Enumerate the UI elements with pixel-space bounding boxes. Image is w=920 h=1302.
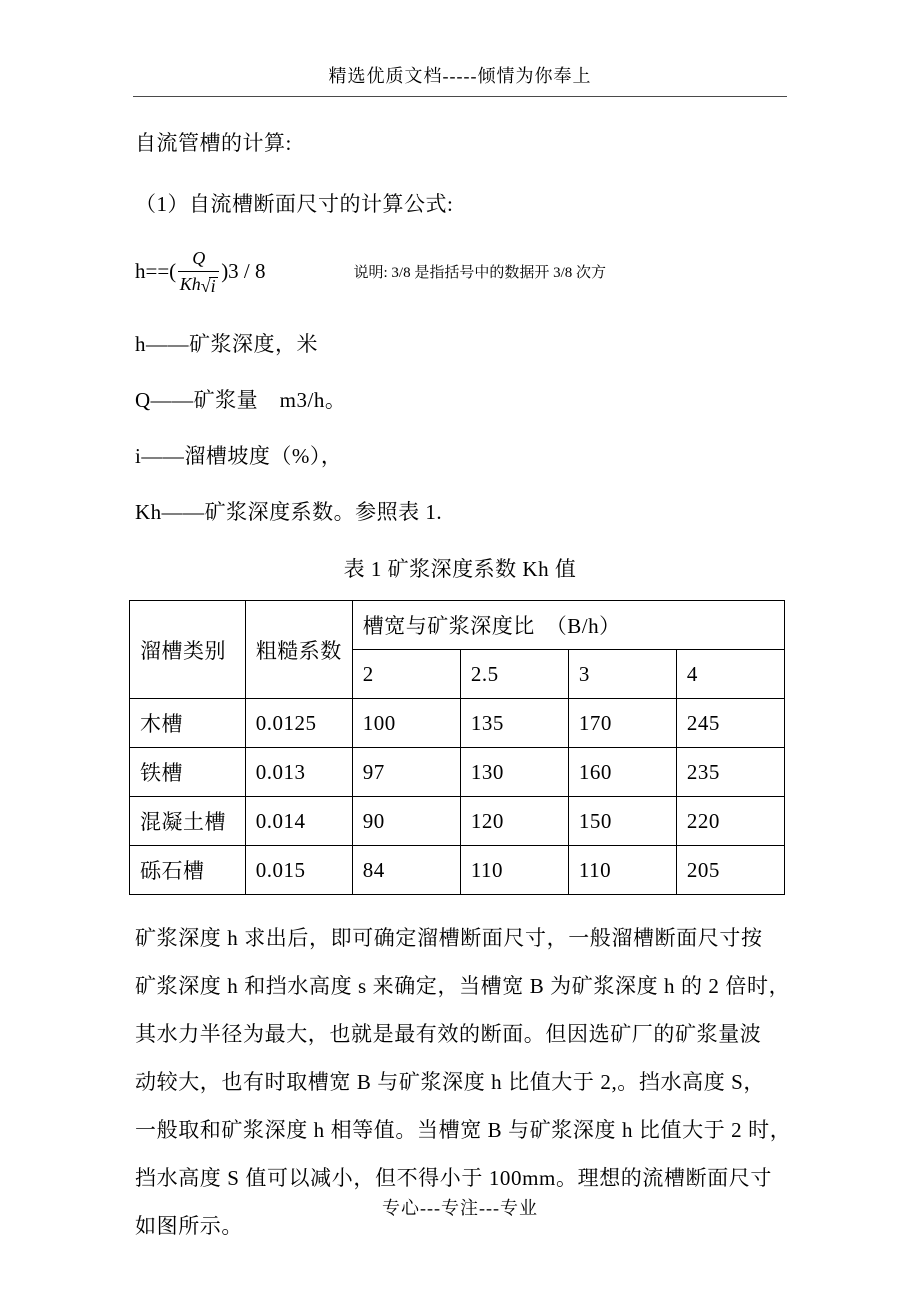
header-divider bbox=[133, 96, 787, 97]
table-cell: 205 bbox=[676, 846, 784, 895]
table-cell: 110 bbox=[568, 846, 676, 895]
formula-rhs: )3 / 8 bbox=[221, 258, 266, 283]
table-cell: 0.013 bbox=[245, 748, 352, 797]
paragraph-line: 一般取和矿浆深度 h 相等值。当槽宽 B 与矿浆深度 h 比值大于 2 时， bbox=[135, 1118, 792, 1142]
definition-q: Q——矿浆量 m3/h。 bbox=[135, 388, 347, 412]
fraction-denominator bbox=[180, 272, 218, 295]
radical-argument: i bbox=[210, 275, 216, 296]
formula-lhs: h==( bbox=[135, 258, 177, 283]
definition-kh: Kh——矿浆深度系数。参照表 1. bbox=[135, 500, 443, 524]
table-header-cell-ratio: 4 bbox=[676, 650, 784, 699]
table-row bbox=[130, 699, 785, 748]
fraction-numerator: Q bbox=[178, 248, 219, 272]
table-cell: 0.0125 bbox=[245, 699, 352, 748]
definition-h: h——矿浆深度，米 bbox=[135, 332, 318, 356]
paragraph-line: 矿浆深度 h 求出后，即可确定溜槽断面尺寸，一般溜槽断面尺寸按 bbox=[135, 926, 763, 950]
table-header-cell-span: 槽宽与矿浆深度比 （B/h） bbox=[352, 601, 784, 650]
paragraph-line: 动较大，也有时取槽宽 B 与矿浆深度 h 比值大于 2,。挡水高度 S， bbox=[135, 1070, 766, 1094]
formula bbox=[135, 248, 266, 295]
section-title: 自流管槽的计算: bbox=[135, 131, 292, 155]
definition-i: i——溜槽坡度（%）， bbox=[135, 444, 343, 468]
table-cell: 120 bbox=[460, 797, 568, 846]
table-cell: 混凝土槽 bbox=[130, 797, 246, 846]
paragraph-line: 其水力半径为最大，也就是最有效的断面。但因选矿厂的矿浆量波 bbox=[135, 1022, 762, 1046]
formula-note: 说明: 3/8 是指括号中的数据开 3/8 次方 bbox=[353, 264, 607, 281]
table-header-row bbox=[130, 601, 785, 650]
table-cell: 235 bbox=[676, 748, 784, 797]
table-cell: 0.015 bbox=[245, 846, 352, 895]
table-header-cell-ratio: 2.5 bbox=[460, 650, 568, 699]
table-header-cell-type: 溜槽类别 bbox=[130, 601, 246, 699]
page-footer bbox=[0, 1194, 920, 1220]
table-cell: 木槽 bbox=[130, 699, 246, 748]
denominator-coefficient: Kh bbox=[179, 273, 201, 294]
radical-icon: √ bbox=[200, 275, 211, 296]
table-header-cell-coef: 粗糙系数 bbox=[245, 601, 352, 699]
table-cell: 130 bbox=[460, 748, 568, 797]
table-cell: 110 bbox=[460, 846, 568, 895]
table-header-cell-ratio: 2 bbox=[352, 650, 460, 699]
table-row bbox=[130, 748, 785, 797]
header-text: 精选优质文档-----倾情为你奉上 bbox=[328, 66, 592, 86]
paragraph-line: 矿浆深度 h 和挡水高度 s 来确定，当槽宽 B 为矿浆深度 h 的 2 倍时， bbox=[135, 974, 791, 998]
table-cell: 铁槽 bbox=[130, 748, 246, 797]
table-cell: 84 bbox=[352, 846, 460, 895]
table-cell: 170 bbox=[568, 699, 676, 748]
table-cell: 90 bbox=[352, 797, 460, 846]
table-cell: 150 bbox=[568, 797, 676, 846]
table-header-cell-ratio: 3 bbox=[568, 650, 676, 699]
kh-coefficient-table bbox=[129, 600, 785, 895]
table-row bbox=[130, 797, 785, 846]
page-header bbox=[0, 0, 920, 88]
table-cell: 245 bbox=[676, 699, 784, 748]
formula-row bbox=[135, 240, 785, 302]
paragraph-line: 挡水高度 S 值可以减小，但不得小于 100mm。理想的流槽断面尺寸 bbox=[135, 1166, 772, 1190]
document-body bbox=[0, 127, 920, 1250]
table-cell: 0.014 bbox=[245, 797, 352, 846]
footer-text: 专心---专注---专业 bbox=[382, 1198, 538, 1218]
formula-caption: （1）自流槽断面尺寸的计算公式: bbox=[135, 192, 454, 216]
table-cell: 135 bbox=[460, 699, 568, 748]
table-cell: 97 bbox=[352, 748, 460, 797]
table-row bbox=[130, 846, 785, 895]
paragraph-line: 如图所示。 bbox=[135, 1214, 243, 1238]
table-caption: 表 1 矿浆深度系数 Kh 值 bbox=[343, 557, 577, 581]
table-cell: 220 bbox=[676, 797, 784, 846]
formula-fraction bbox=[178, 248, 219, 295]
table-cell: 160 bbox=[568, 748, 676, 797]
square-root bbox=[201, 277, 218, 295]
table-cell: 砾石槽 bbox=[130, 846, 246, 895]
table-cell: 100 bbox=[352, 699, 460, 748]
